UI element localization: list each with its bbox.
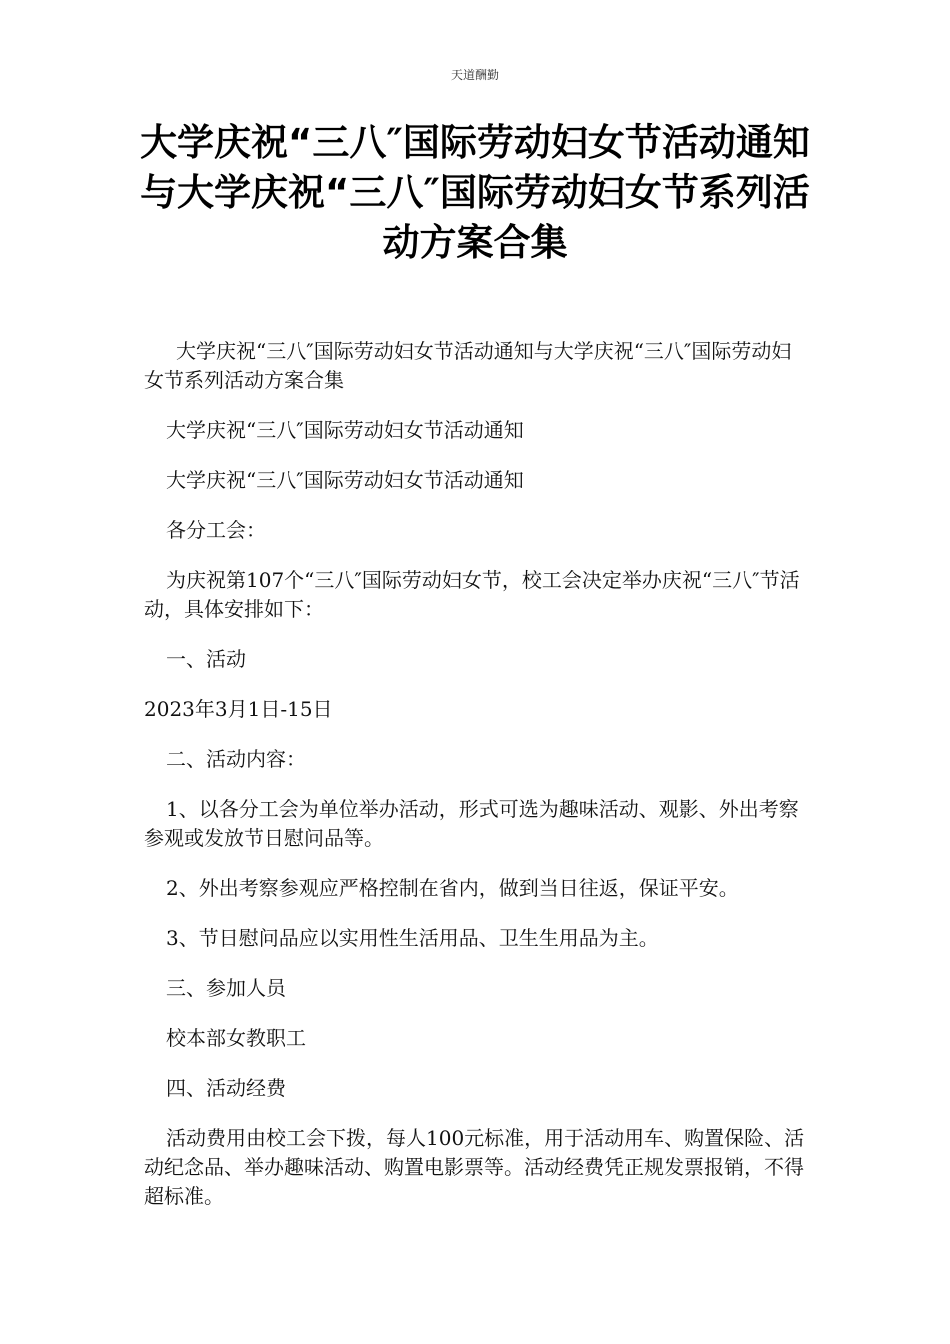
section-heading-funding: 四、活动经费 [166,1076,286,1100]
document-body [144,337,806,1232]
salutation: 各分工会： [166,518,266,542]
intro-paragraph: 大学庆祝“三八″国际劳动妇女节活动通知与大学庆祝“三八″国际劳动妇女节系列活动方案合集 [144,339,792,392]
content-item-2: 2、外出考察参观应严格控制在省内，做到当日往返，保证平安。 [166,876,739,900]
document-title: 大学庆祝“三八″国际劳动妇女节活动通知与大学庆祝“三八″国际劳动妇女节系列活动方案合集 [140,121,810,264]
notice-heading: 大学庆祝“三八″国际劳动妇女节活动通知 [166,418,524,442]
participants-text: 校本部女教职工 [166,1026,306,1050]
notice-subheading: 大学庆祝“三八″国际劳动妇女节活动通知 [166,468,524,492]
activity-date: 2023年3月1日-15日 [144,697,333,721]
section-heading-activity: 一、活动 [166,647,246,671]
funding-text: 活动费用由校工会下拨，每人100元标准，用于活动用车、购置保险、活动纪念品、举办趣味活动、购置电影票等。活动经费凭正规发票报销，不得超标准。 [144,1126,805,1208]
section-heading-participants: 三、参加人员 [166,976,286,1000]
content-item-3: 3、节日慰问品应以实用性生活用品、卫生生用品为主。 [166,926,659,950]
paragraph-purpose: 为庆祝第107个“三八″国际劳动妇女节，校工会决定举办庆祝“三八″节活动，具体安排如下： [144,568,800,621]
content-item-1: 1、以各分工会为单位举办活动，形式可选为趣味活动、观影、外出考察参观或发放节日慰问品等。 [144,797,799,850]
section-heading-content: 二、活动内容： [166,747,306,771]
page-header: 天道酬勤 [450,68,499,82]
